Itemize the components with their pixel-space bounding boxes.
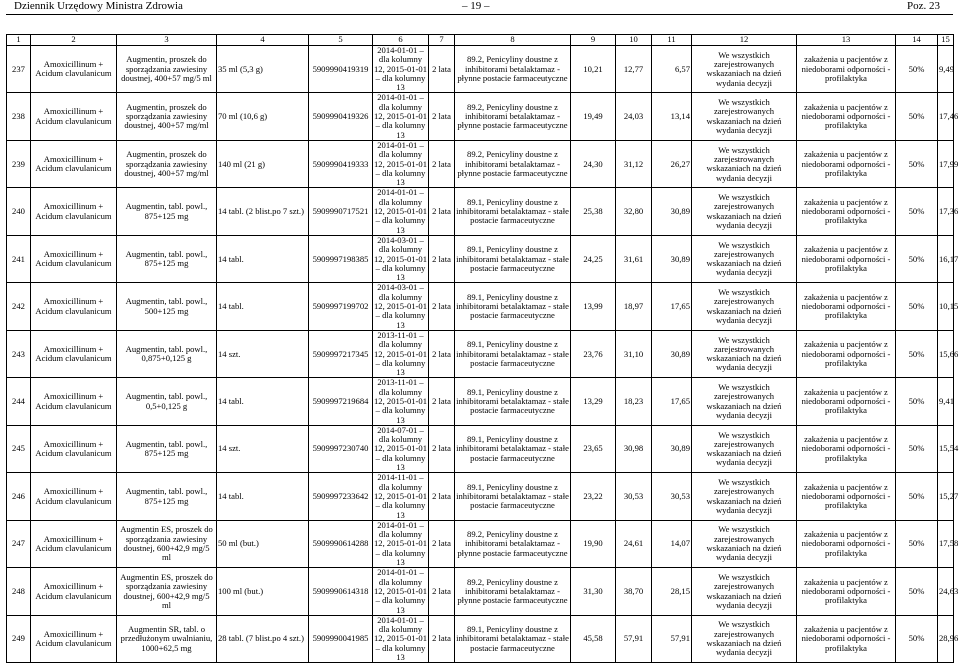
journal-title: Dziennik Urzędowy Ministra Zdrowia xyxy=(14,0,183,12)
date-cell: 2014-01-01 – dla kolumny 12, 2015-01-01 – dla kolumny 13 xyxy=(374,92,427,140)
col-num: 6 xyxy=(373,35,429,46)
package-cell: 35 ml (5,3 g) xyxy=(217,46,309,93)
limit-cell: 30,89 xyxy=(652,330,692,377)
substance-cell: Amoxicillinum + Acidum clavulanicum xyxy=(31,330,117,377)
limit-group-cell: 89.1, Penicyliny doustne z inhibitorami betalaktamaz - stałe postacie farmaceutyczne xyxy=(455,378,571,425)
package-cell: 140 ml (21 g) xyxy=(217,140,309,187)
price-cell: 38,70 xyxy=(616,568,652,615)
payment-level-cell: 50% xyxy=(896,568,938,615)
payment-level-cell: 50% xyxy=(896,93,938,140)
indications-cell: We wszystkich zarejestrowanych wskazaniach na dzień wydania decyzji xyxy=(692,235,797,282)
lp-cell: 243 xyxy=(7,330,31,377)
limit-cell: 30,89 xyxy=(652,425,692,472)
offlabel-cell: zakażenia u pacjentów z niedoborami odporności - profilaktyka xyxy=(797,188,896,235)
ean-cell: 5909990419333 xyxy=(309,140,373,187)
product-name-cell: Augmentin, tabl. powl., 0,5+0,125 g xyxy=(117,378,217,425)
price-cell: 31,30 xyxy=(571,568,616,615)
limit-group-cell: 89.2, Penicyliny doustne z inhibitorami betalaktamaz - płynne postacie farmaceutyczne xyxy=(455,568,571,615)
price-cell: 23,65 xyxy=(571,425,616,472)
lp-cell: 240 xyxy=(7,188,31,235)
patient-charge-cell: 15,54 xyxy=(938,425,954,472)
product-name-cell: Augmentin ES, proszek do sporządzania zawiesiny doustnej, 600+42,9 mg/5 ml xyxy=(117,568,217,615)
ean-cell: 5909990419326 xyxy=(309,93,373,140)
patient-charge-cell: 17,58 xyxy=(938,520,954,567)
limit-cell: 6,57 xyxy=(652,46,692,93)
period-cell: 2 lata xyxy=(429,568,455,615)
product-name-cell: Augmentin, tabl. powl., 875+125 mg xyxy=(117,425,217,472)
period-cell: 2 lata xyxy=(429,330,455,377)
payment-level-cell: 50% xyxy=(896,520,938,567)
substance-cell: Amoxicillinum + Acidum clavulanicum xyxy=(31,378,117,425)
period-cell: 2 lata xyxy=(429,473,455,520)
date-cell: 2014-01-01 – dla kolumny 12, 2015-01-01 – dla kolumny 13 xyxy=(374,139,427,188)
substance-cell: Amoxicillinum + Acidum clavulanicum xyxy=(31,46,117,93)
price-cell: 45,58 xyxy=(571,615,616,662)
page-header xyxy=(0,0,959,14)
period-cell: 2 lata xyxy=(429,615,455,662)
col-num: 4 xyxy=(217,35,309,46)
col-num: 7 xyxy=(429,35,455,46)
limit-cell: 13,14 xyxy=(652,93,692,140)
indications-cell: We wszystkich zarejestrowanych wskazaniach na dzień wydania decyzji xyxy=(692,615,797,662)
substance-cell: Amoxicillinum + Acidum clavulanicum xyxy=(31,283,117,330)
indications-cell: We wszystkich zarejestrowanych wskazaniach na dzień wydania decyzji xyxy=(692,46,797,93)
package-cell: 28 tabl. (7 blist.po 4 szt.) xyxy=(217,615,309,662)
price-cell: 13,99 xyxy=(571,283,616,330)
offlabel-cell: zakażenia u pacjentów z niedoborami odporności - profilaktyka xyxy=(797,473,896,520)
limit-group-cell: 89.2, Penicyliny doustne z inhibitorami betalaktamaz - płynne postacie farmaceutyczne xyxy=(455,140,571,187)
indications-cell: We wszystkich zarejestrowanych wskazaniach na dzień wydania decyzji xyxy=(692,425,797,472)
offlabel-cell: zakażenia u pacjentów z niedoborami odporności - profilaktyka xyxy=(797,378,896,425)
package-cell: 14 tabl. xyxy=(217,235,309,282)
col-num: 2 xyxy=(31,35,117,46)
limit-group-cell: 89.1, Penicyliny doustne z inhibitorami betalaktamaz - stałe postacie farmaceutyczne xyxy=(455,188,571,235)
limit-cell: 57,91 xyxy=(652,615,692,662)
date-cell: 2014-07-01 – dla kolumny 12, 2015-01-01 – dla kolumny 13 xyxy=(374,424,427,473)
limit-group-cell: 89.1, Penicyliny doustne z inhibitorami betalaktamaz - stałe postacie farmaceutyczne xyxy=(455,615,571,662)
product-name-cell: Augmentin, proszek do sporządzania zawiesiny doustnej, 400+57 mg/ml xyxy=(117,140,217,187)
indications-cell: We wszystkich zarejestrowanych wskazaniach na dzień wydania decyzji xyxy=(692,283,797,330)
product-name-cell: Augmentin SR, tabl. o przedłużonym uwalnianiu, 1000+62,5 mg xyxy=(117,615,217,662)
date-cell: 2014-01-01 – dla kolumny 12, 2015-01-01 – dla kolumny 13 xyxy=(374,567,427,615)
price-cell: 30,53 xyxy=(616,473,652,520)
period-cell: 2 lata xyxy=(429,520,455,567)
offlabel-cell: zakażenia u pacjentów z niedoborami odporności - profilaktyka xyxy=(797,235,896,282)
patient-charge-cell: 24,63 xyxy=(938,568,954,615)
lp-cell: 246 xyxy=(7,473,31,520)
price-cell: 24,25 xyxy=(571,235,616,282)
price-cell: 19,90 xyxy=(571,520,616,567)
indications-cell: We wszystkich zarejestrowanych wskazaniach na dzień wydania decyzji xyxy=(692,473,797,520)
table-row xyxy=(7,140,954,187)
date-cell: 2014-03-01 – dla kolumny 12, 2015-01-01 – dla kolumny 13 xyxy=(374,282,427,330)
lp-cell: 242 xyxy=(7,283,31,330)
reimbursement-table xyxy=(6,34,959,663)
period-cell: 2 lata xyxy=(429,425,455,472)
table-row xyxy=(7,93,954,140)
period-cell: 2 lata xyxy=(429,378,455,425)
ean-cell: 5909997198385 xyxy=(309,235,373,282)
table-row xyxy=(7,615,954,662)
ean-cell: 5909997217345 xyxy=(309,330,373,377)
payment-level-cell: 50% xyxy=(896,283,938,330)
offlabel-cell: zakażenia u pacjentów z niedoborami odporności - profilaktyka xyxy=(797,46,896,93)
substance-cell: Amoxicillinum + Acidum clavulanicum xyxy=(31,473,117,520)
date-cell: 2013-11-01 – dla kolumny 12, 2015-01-01 – dla kolumny 13 xyxy=(374,329,427,378)
limit-cell: 30,89 xyxy=(652,188,692,235)
header-divider xyxy=(6,14,953,15)
indications-cell: We wszystkich zarejestrowanych wskazaniach na dzień wydania decyzji xyxy=(692,188,797,235)
price-cell: 19,49 xyxy=(571,93,616,140)
period-cell: 2 lata xyxy=(429,283,455,330)
price-cell: 24,61 xyxy=(616,520,652,567)
lp-cell: 249 xyxy=(7,615,31,662)
table-row xyxy=(7,520,954,567)
col-num: 1 xyxy=(7,35,31,46)
price-cell: 32,80 xyxy=(616,188,652,235)
payment-level-cell: 50% xyxy=(896,425,938,472)
patient-charge-cell: 9,49 xyxy=(938,46,954,93)
limit-cell: 14,07 xyxy=(652,520,692,567)
indications-cell: We wszystkich zarejestrowanych wskazaniach na dzień wydania decyzji xyxy=(692,93,797,140)
patient-charge-cell: 17,36 xyxy=(938,188,954,235)
ean-cell: 5909997199702 xyxy=(309,283,373,330)
package-cell: 14 szt. xyxy=(217,330,309,377)
date-cell: 2014-01-01 – dla kolumny 12, 2015-01-01 – dla kolumny 13 xyxy=(374,519,427,568)
payment-level-cell: 50% xyxy=(896,140,938,187)
limit-group-cell: 89.2, Penicyliny doustne z inhibitorami betalaktamaz - płynne postacie farmaceutyczne xyxy=(455,520,571,567)
patient-charge-cell: 16,17 xyxy=(938,235,954,282)
package-cell: 14 tabl. xyxy=(217,283,309,330)
limit-group-cell: 89.2, Penicyliny doustne z inhibitorami betalaktamaz - płynne postacie farmaceutyczne xyxy=(455,93,571,140)
offlabel-cell: zakażenia u pacjentów z niedoborami odporności - profilaktyka xyxy=(797,283,896,330)
limit-group-cell: 89.1, Penicyliny doustne z inhibitorami betalaktamaz - stałe postacie farmaceutyczne xyxy=(455,283,571,330)
payment-level-cell: 50% xyxy=(896,188,938,235)
package-cell: 100 ml (but.) xyxy=(217,568,309,615)
package-cell: 14 tabl. (2 blist.po 7 szt.) xyxy=(217,188,309,235)
col-num: 5 xyxy=(309,35,373,46)
substance-cell: Amoxicillinum + Acidum clavulanicum xyxy=(31,140,117,187)
table-row xyxy=(7,188,954,235)
limit-cell: 26,27 xyxy=(652,140,692,187)
payment-level-cell: 50% xyxy=(896,330,938,377)
limit-cell: 28,15 xyxy=(652,568,692,615)
period-cell: 2 lata xyxy=(429,235,455,282)
position-number: Poz. 23 xyxy=(907,0,940,12)
date-cell: 2013-11-01 – dla kolumny 12, 2015-01-01 – dla kolumny 13 xyxy=(374,377,427,425)
offlabel-cell: zakażenia u pacjentów z niedoborami odporności - profilaktyka xyxy=(797,93,896,140)
price-cell: 57,91 xyxy=(616,615,652,662)
product-name-cell: Augmentin, proszek do sporządzania zawiesiny doustnej, 400+57 mg/5 ml xyxy=(117,46,217,93)
table-row xyxy=(7,235,954,282)
price-cell: 31,12 xyxy=(616,140,652,187)
product-name-cell: Augmentin ES, proszek do sporządzania zawiesiny doustnej, 600+42,9 mg/5 ml xyxy=(117,520,217,567)
product-name-cell: Augmentin, tabl. powl., 0,875+0,125 g xyxy=(117,330,217,377)
table-row xyxy=(7,378,954,425)
product-name-cell: Augmentin, tabl. powl., 500+125 mg xyxy=(117,283,217,330)
col-num: 11 xyxy=(652,35,692,46)
price-cell: 10,21 xyxy=(571,46,616,93)
price-cell: 24,30 xyxy=(571,140,616,187)
indications-cell: We wszystkich zarejestrowanych wskazaniach na dzień wydania decyzji xyxy=(692,330,797,377)
price-cell: 25,38 xyxy=(571,188,616,235)
date-cell: 2014-03-01 – dla kolumny 12, 2015-01-01 – dla kolumny 13 xyxy=(374,234,427,283)
substance-cell: Amoxicillinum + Acidum clavulanicum xyxy=(31,520,117,567)
col-num: 15 xyxy=(938,35,954,46)
substance-cell: Amoxicillinum + Acidum clavulanicum xyxy=(31,615,117,662)
package-cell: 14 szt. xyxy=(217,425,309,472)
table-row xyxy=(7,473,954,520)
lp-cell: 245 xyxy=(7,425,31,472)
limit-cell: 30,89 xyxy=(652,235,692,282)
period-cell: 2 lata xyxy=(429,93,455,140)
patient-charge-cell: 28,96 xyxy=(938,615,954,662)
column-number-row xyxy=(7,35,954,46)
offlabel-cell: zakażenia u pacjentów z niedoborami odporności - profilaktyka xyxy=(797,425,896,472)
offlabel-cell: zakażenia u pacjentów z niedoborami odporności - profilaktyka xyxy=(797,140,896,187)
lp-cell: 247 xyxy=(7,520,31,567)
table-row xyxy=(7,283,954,330)
table-row xyxy=(7,46,954,93)
lp-cell: 248 xyxy=(7,568,31,615)
page-number: – 19 – xyxy=(462,0,490,12)
price-cell: 23,76 xyxy=(571,330,616,377)
package-cell: 14 tabl. xyxy=(217,473,309,520)
substance-cell: Amoxicillinum + Acidum clavulanicum xyxy=(31,425,117,472)
price-cell: 30,98 xyxy=(616,425,652,472)
package-cell: 50 ml (but.) xyxy=(217,520,309,567)
price-cell: 23,22 xyxy=(571,473,616,520)
indications-cell: We wszystkich zarejestrowanych wskazaniach na dzień wydania decyzji xyxy=(692,378,797,425)
ean-cell: 5909990717521 xyxy=(309,188,373,235)
limit-group-cell: 89.1, Penicyliny doustne z inhibitorami betalaktamaz - stałe postacie farmaceutyczne xyxy=(455,330,571,377)
limit-cell: 17,65 xyxy=(652,378,692,425)
lp-cell: 241 xyxy=(7,235,31,282)
table-row xyxy=(7,330,954,377)
price-cell: 18,97 xyxy=(616,283,652,330)
date-cell: 2014-01-01 – dla kolumny 12, 2015-01-01 – dla kolumny 13 xyxy=(374,187,427,235)
limit-group-cell: 89.1, Penicyliny doustne z inhibitorami betalaktamaz - stałe postacie farmaceutyczne xyxy=(455,425,571,472)
patient-charge-cell: 17,99 xyxy=(938,140,954,187)
lp-cell: 239 xyxy=(7,140,31,187)
period-cell: 2 lata xyxy=(429,188,455,235)
price-cell: 31,61 xyxy=(616,235,652,282)
ean-cell: 5909997233642 xyxy=(309,473,373,520)
price-cell: 31,10 xyxy=(616,330,652,377)
product-name-cell: Augmentin, tabl. powl., 875+125 mg xyxy=(117,188,217,235)
offlabel-cell: zakażenia u pacjentów z niedoborami odporności - profilaktyka xyxy=(797,330,896,377)
ean-cell: 5909990419319 xyxy=(309,46,373,93)
period-cell: 2 lata xyxy=(429,46,455,93)
substance-cell: Amoxicillinum + Acidum clavulanicum xyxy=(31,235,117,282)
col-num: 13 xyxy=(797,35,896,46)
col-num: 8 xyxy=(455,35,571,46)
product-name-cell: Augmentin, proszek do sporządzania zawiesiny doustnej, 400+57 mg/ml xyxy=(117,93,217,140)
table-row xyxy=(7,568,954,615)
lp-cell: 244 xyxy=(7,378,31,425)
substance-cell: Amoxicillinum + Acidum clavulanicum xyxy=(31,188,117,235)
payment-level-cell: 50% xyxy=(896,235,938,282)
patient-charge-cell: 15,27 xyxy=(938,473,954,520)
limit-cell: 30,53 xyxy=(652,473,692,520)
price-cell: 12,77 xyxy=(616,46,652,93)
col-num: 12 xyxy=(692,35,797,46)
col-num: 10 xyxy=(616,35,652,46)
date-cell: 2014-01-01 – dla kolumny 12, 2015-01-01 – dla kolumny 13 xyxy=(374,614,427,662)
payment-level-cell: 50% xyxy=(896,378,938,425)
offlabel-cell: zakażenia u pacjentów z niedoborami odporności - profilaktyka xyxy=(797,520,896,567)
product-name-cell: Augmentin, tabl. powl., 875+125 mg xyxy=(117,473,217,520)
patient-charge-cell: 9,41 xyxy=(938,378,954,425)
ean-cell: 5909990041985 xyxy=(309,615,373,662)
price-cell: 24,03 xyxy=(616,93,652,140)
indications-cell: We wszystkich zarejestrowanych wskazaniach na dzień wydania decyzji xyxy=(692,568,797,615)
offlabel-cell: zakażenia u pacjentów z niedoborami odporności - profilaktyka xyxy=(797,615,896,662)
price-cell: 18,23 xyxy=(616,378,652,425)
substance-cell: Amoxicillinum + Acidum clavulanicum xyxy=(31,568,117,615)
limit-group-cell: 89.1, Penicyliny doustne z inhibitorami betalaktamaz - stałe postacie farmaceutyczne xyxy=(455,235,571,282)
indications-cell: We wszystkich zarejestrowanych wskazaniach na dzień wydania decyzji xyxy=(692,520,797,567)
col-num: 14 xyxy=(896,35,938,46)
package-cell: 14 tabl. xyxy=(217,378,309,425)
table-row xyxy=(7,425,954,472)
substance-cell: Amoxicillinum + Acidum clavulanicum xyxy=(31,93,117,140)
date-cell: 2014-11-01 – dla kolumny 12, 2015-01-01 – dla kolumny 13 xyxy=(374,472,427,520)
patient-charge-cell: 10,15 xyxy=(938,283,954,330)
date-cell: 2014-01-01 – dla kolumny 12, 2015-01-01 – dla kolumny 13 xyxy=(374,45,427,93)
lp-cell: 237 xyxy=(7,46,31,93)
payment-level-cell: 50% xyxy=(896,46,938,93)
col-num: 9 xyxy=(571,35,616,46)
price-cell: 13,29 xyxy=(571,378,616,425)
lp-cell: 238 xyxy=(7,93,31,140)
limit-group-cell: 89.2, Penicyliny doustne z inhibitorami betalaktamaz - płynne postacie farmaceutyczne xyxy=(455,46,571,93)
product-name-cell: Augmentin, tabl. powl., 875+125 mg xyxy=(117,235,217,282)
payment-level-cell: 50% xyxy=(896,473,938,520)
ean-cell: 5909997219684 xyxy=(309,378,373,425)
period-cell: 2 lata xyxy=(429,140,455,187)
ean-cell: 5909990614288 xyxy=(309,520,373,567)
limit-cell: 17,65 xyxy=(652,283,692,330)
package-cell: 70 ml (10,6 g) xyxy=(217,93,309,140)
limit-group-cell: 89.1, Penicyliny doustne z inhibitorami betalaktamaz - stałe postacie farmaceutyczne xyxy=(455,473,571,520)
patient-charge-cell: 15,66 xyxy=(938,330,954,377)
offlabel-cell: zakażenia u pacjentów z niedoborami odporności - profilaktyka xyxy=(797,568,896,615)
ean-cell: 5909990614318 xyxy=(309,568,373,615)
patient-charge-cell: 17,46 xyxy=(938,93,954,140)
ean-cell: 5909997230740 xyxy=(309,425,373,472)
payment-level-cell: 50% xyxy=(896,615,938,662)
col-num: 3 xyxy=(117,35,217,46)
indications-cell: We wszystkich zarejestrowanych wskazaniach na dzień wydania decyzji xyxy=(692,140,797,187)
